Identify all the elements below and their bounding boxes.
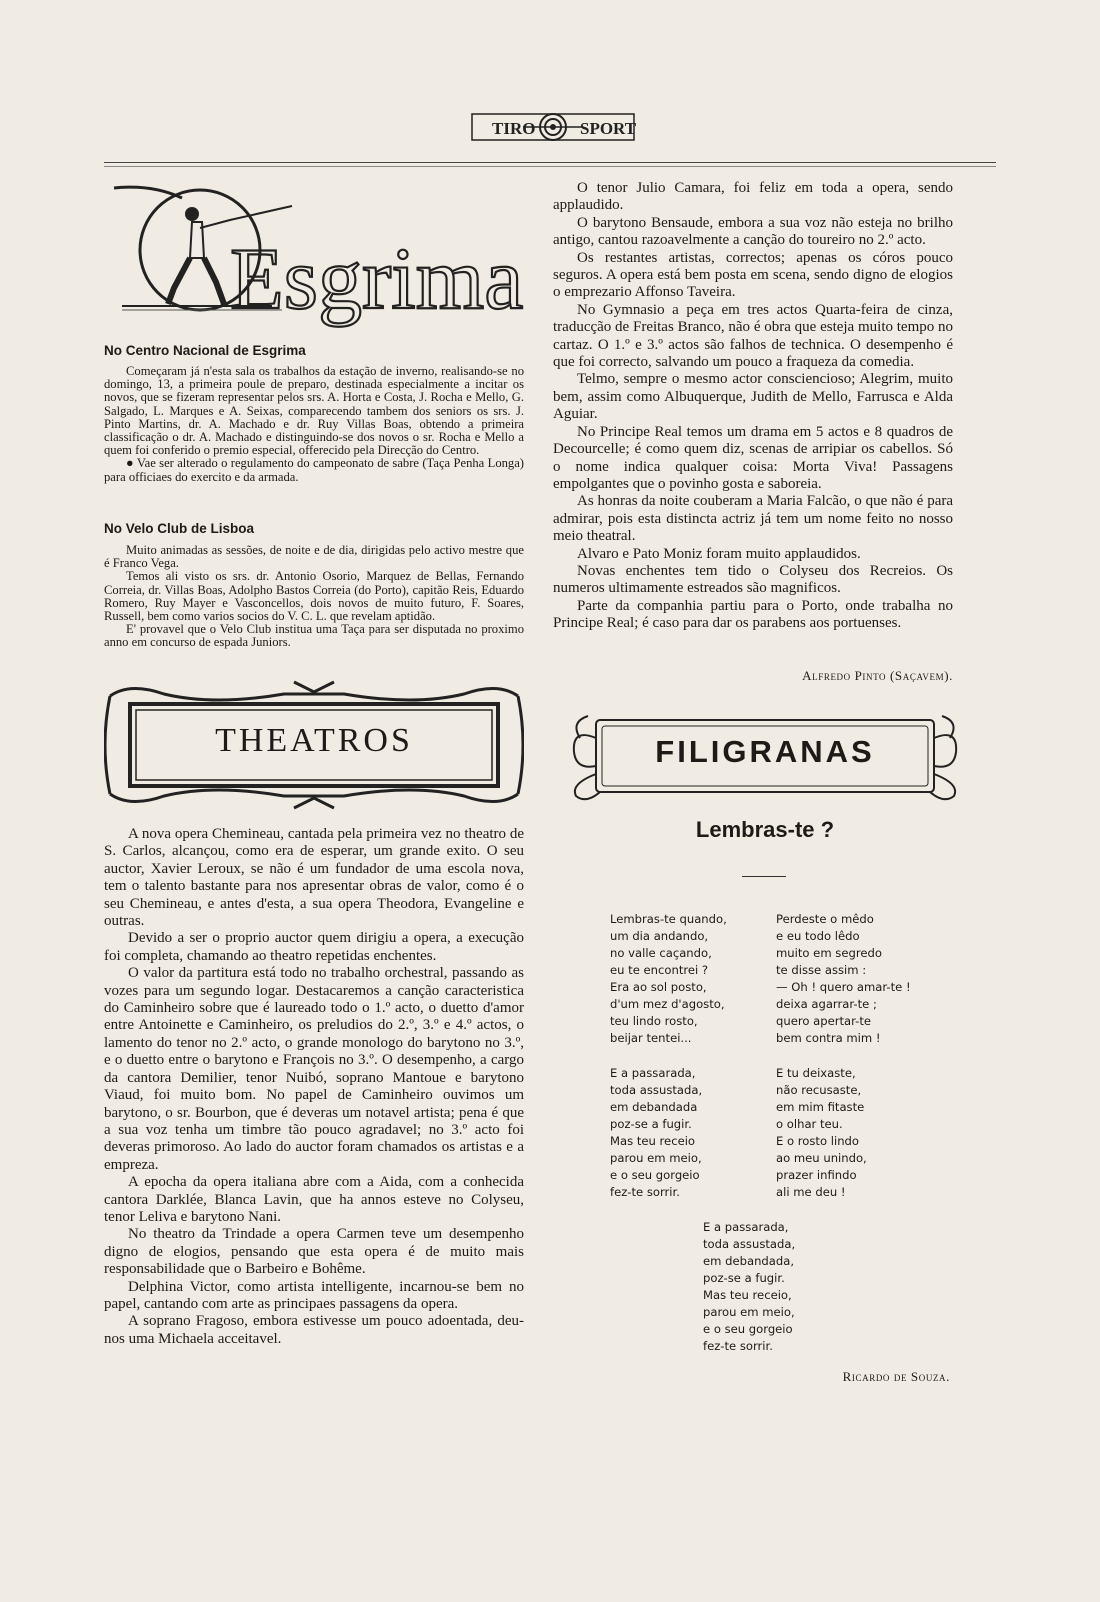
paragraph: A soprano Fragoso, embora estivesse um pouco adoentada, deu-nos uma Michaela acceitavel. — [104, 1313, 524, 1347]
poem-line: em debandada — [610, 1100, 698, 1114]
paragraph: A nova opera Chemineau, cantada pela primeira vez no theatro de S. Carlos, alcançou, como era de esperar, um grande exito. O seu auctor, Xavier Leroux, se não é um fundador de uma escola nova, tem o talento bastante para nos apresentar obras de valor, como é o seu Chemineau, e antes d'esta, a sua opera Theodora, Evangeline e outras. — [104, 826, 524, 930]
paragraph: A epocha da opera italiana abre com a Aida, com a conhecida cantora Darklée, Blanca Lavin, que ha annos esteve no Colyseu, tenor Leliva e barytono Nani. — [104, 1174, 524, 1225]
poem-line: poz-se a fugir. — [610, 1117, 692, 1131]
poem-line: te disse assim : — [776, 963, 867, 977]
poem-line: fez-te sorrir. — [703, 1339, 773, 1353]
poem-divider — [742, 876, 786, 877]
esgrima-centro-text — [104, 365, 524, 484]
header-rule-thin — [104, 166, 996, 167]
masthead-left-word: TIRO — [492, 119, 536, 138]
poem-line: toda assustada, — [703, 1237, 796, 1251]
poem-line: e o seu gorgeio — [610, 1168, 700, 1182]
poem-line: E o rosto lindo — [776, 1134, 860, 1148]
poem-line: E a passarada, — [703, 1220, 789, 1234]
poem-line: bem contra mim ! — [776, 1031, 881, 1045]
paragraph: Novas enchentes tem tido o Colyseu dos Recreios. Os numeros ultimamente estreados são magnificos. — [553, 562, 953, 597]
filigranas-title: FILIGRANAS — [655, 734, 875, 769]
theatros-right-column — [553, 180, 953, 633]
paragraph: Alvaro e Pato Moniz foram muito applaudidos. — [577, 545, 861, 562]
theatros-signature: Alfredo Pinto (Saçavem). — [802, 668, 953, 683]
poem-line: fez-te sorrir. — [610, 1185, 680, 1199]
poem-line: Perdeste o mêdo — [776, 912, 874, 926]
poem-line: Lembras-te quando, — [610, 912, 727, 926]
header-rule — [104, 162, 996, 163]
poem-line: — Oh ! quero amar-te ! — [776, 980, 911, 994]
paragraph: Parte da companhia partiu para o Porto, onde trabalha no Principe Real; é caso para dar os parabens aos portuenses. — [553, 597, 953, 632]
paragraph: No theatro da Trindade a opera Carmen teve um desempenho digno de elogios, pensando que esta opera é de muito mais responsabilidade que o Barbeiro e Bohême. — [104, 1226, 524, 1278]
poem-line: Era ao sol posto, — [610, 980, 707, 994]
esgrima-subheading-velo: No Velo Club de Lisboa — [104, 521, 255, 536]
masthead-logo — [468, 106, 638, 150]
paragraph: O barytono Bensaude, embora a sua voz não esteja no brilho antigo, cantou razoavelmente a canção do toureiro no 2.º acto. — [553, 214, 953, 249]
poem-line: em mim fitaste — [776, 1100, 865, 1114]
theatros-title: THEATROS — [215, 722, 413, 759]
poem-line: o olhar teu. — [776, 1117, 843, 1131]
poem-line: ali me deu ! — [776, 1185, 846, 1199]
poem-line: um dia andando, — [610, 929, 709, 943]
poem-title: Lembras-te ? — [695, 817, 835, 842]
theatros-left-column — [104, 826, 524, 1348]
poem-stanza — [610, 1065, 702, 1201]
poem-line: Mas teu receio, — [703, 1288, 792, 1302]
poem-line: muito em segredo — [776, 946, 882, 960]
poem-line: toda assustada, — [610, 1083, 703, 1097]
esgrima-header-art — [112, 176, 524, 328]
poem-line: em debandada, — [703, 1254, 795, 1268]
poem-line: d'um mez d'agosto, — [610, 997, 725, 1011]
poem-line: poz-se a fugir. — [703, 1271, 785, 1285]
poem-stanza — [776, 1065, 867, 1201]
paragraph: E' provavel que o Velo Club institua uma Taça para ser disputada no proximo anno em concurso de espada Juniors. — [104, 622, 524, 650]
poem-line: não recusaste, — [776, 1083, 862, 1097]
poem-line: no valle caçando, — [610, 946, 712, 960]
poem-line: E a passarada, — [610, 1066, 696, 1080]
poem-line: Mas teu receio — [610, 1134, 696, 1148]
esgrima-subheading-centro: No Centro Nacional de Esgrima — [104, 343, 306, 358]
paragraph: Muito animadas as sessões, de noite e de dia, dirigidas pelo activo mestre que é Franco Vega. — [104, 543, 524, 571]
paragraph: ● Vae ser alterado o regulamento do campeonato de sabre (Taça Penha Longa) para officiaes do exercito e da armada. — [104, 456, 524, 484]
masthead-right-word: SPORT — [580, 119, 637, 138]
poem-line: quero apertar-te — [776, 1014, 872, 1028]
poem-line: teu lindo rosto, — [610, 1014, 698, 1028]
paragraph: No Gymnasio a peça em tres actos Quarta-feira de cinza, traducção de Freitas Branco, não é obra que esteja muito tempo no cartaz. O 1.º e 3.º actos são falhos de technica. O desempenho é que foi correcto, salvando um pouco a fraqueza da comedia. — [553, 301, 953, 371]
paragraph: O tenor Julio Camara, foi feliz em toda a opera, sendo applaudido. — [553, 180, 953, 214]
paragraph: As honras da noite couberam a Maria Falcão, o que não é para admirar, pois esta distincta actriz já tem um nome feito no nosso meio theatral. — [553, 493, 953, 545]
paragraph: No Principe Real temos um drama em 5 actos e 8 quadros de Decourcelle; é como quem diz, scenas de arripiar os cabellos. Só o nome indica qualquer coisa: Morta Viva! Passagens empolgantes que o povinho gosta e saboreia. — [553, 423, 953, 492]
poem-line: parou em meio, — [610, 1151, 702, 1165]
poem-stanza — [610, 911, 727, 1047]
paragraph: Telmo, sempre o mesmo actor consciencioso; Alegrim, muito bem, assim como Albuquerque, Judith de Mello, Farrusca e Alda Aguiar. — [553, 371, 953, 423]
poem-line: prazer infindo — [776, 1168, 857, 1182]
poem-line: beijar tentei... — [610, 1031, 692, 1045]
poem-stanza — [703, 1219, 795, 1355]
paragraph: Devido a ser o proprio auctor quem dirigiu a opera, a execução foi completa, chamando ao theatro repetidas enchentes. — [104, 930, 524, 964]
esgrima-velo-text — [104, 544, 524, 650]
esgrima-title: Esgrima — [230, 231, 524, 328]
paragraph: Delphina Victor, como artista intelligente, incarnou-se bem no papel, cantando com arte as principaes passagens da opera. — [104, 1278, 524, 1312]
poem-line: ao meu unindo, — [776, 1151, 867, 1165]
poem-stanza — [776, 911, 911, 1047]
paragraph: Temos ali visto os srs. dr. Antonio Osorio, Marquez de Bellas, Fernando Correia, dr. Villas Boas, Adolpho Bastos Correia (do Porto), capitão Reis, Eduardo Romero, Ruy Mayer e Vasconcellos, dois novos de muito futuro, F. Soares, Russell, bem como varios socios do V. C. L. que revelam aptidão. — [104, 569, 524, 624]
poem-line: E tu deixaste, — [776, 1066, 856, 1080]
poem-line: deixa agarrar-te ; — [776, 997, 877, 1011]
paragraph: O valor da partitura está todo no trabalho orchestral, passando as vozes para um segundo logar. Destacaremos a canção caracteristica do Caminheiro sobre que é laureado todo o 1.º acto, o duetto d'amor entre Antoinette e Caminheiro, os preludios do 2.º, 3.º e 4.º actos, o lamento do tenor no 2.º acto, o grande monologo do barytono no 3.º, e o duetto entre o barytono e François no 3.º. O desempenho, a cargo da cantora Demilier, tenor Nuibó, soprano Mantoue e barytono Viaud, foi muito bom. No papel de Caminheiro ouvimos um barytono, o sr. Bourbon, que é deveras um notavel artista; pena é que a sua voz tenha um timbre tão pouco agradavel; no 3.º acto foi deveras primoroso. Ao lado do auctor foram chamados os artistas e a empreza. — [104, 965, 524, 1173]
poem-line: eu te encontrei ? — [610, 963, 709, 977]
paragraph: Começaram já n'esta sala os trabalhos da estação de inverno, realisando-se no domingo, 13, a primeira poule de preparo, destinada especialmente a incitar os novos, que se fizeram representar pelos srs. A. Horta e Costa, J. Rocha e Mello, G. Salgado, L. Marques e A. Seixas, comparecendo tambem dos seniors os srs. J. Pinto Martins, dr. A. Machado e dr. Ruy Villas Boas, obtendo a primeira classificação o dr. A. Machado e distinguindo-se dos novos o sr. Rocha e Mello a quem foi conferido o premio especial, offerecido pela Direcção do Centro. — [104, 364, 524, 458]
poem-signature: Ricardo de Souza. — [842, 1369, 950, 1384]
paragraph: Os restantes artistas, correctos; apenas os córos pouco seguros. A opera está bem posta em scena, sendo digno de elogios o emprezario Affonso Taveira. — [553, 249, 953, 301]
poem-line: e o seu gorgeio — [703, 1322, 793, 1336]
poem-line: e eu todo lêdo — [776, 929, 860, 943]
poem-line: parou em meio, — [703, 1305, 795, 1319]
